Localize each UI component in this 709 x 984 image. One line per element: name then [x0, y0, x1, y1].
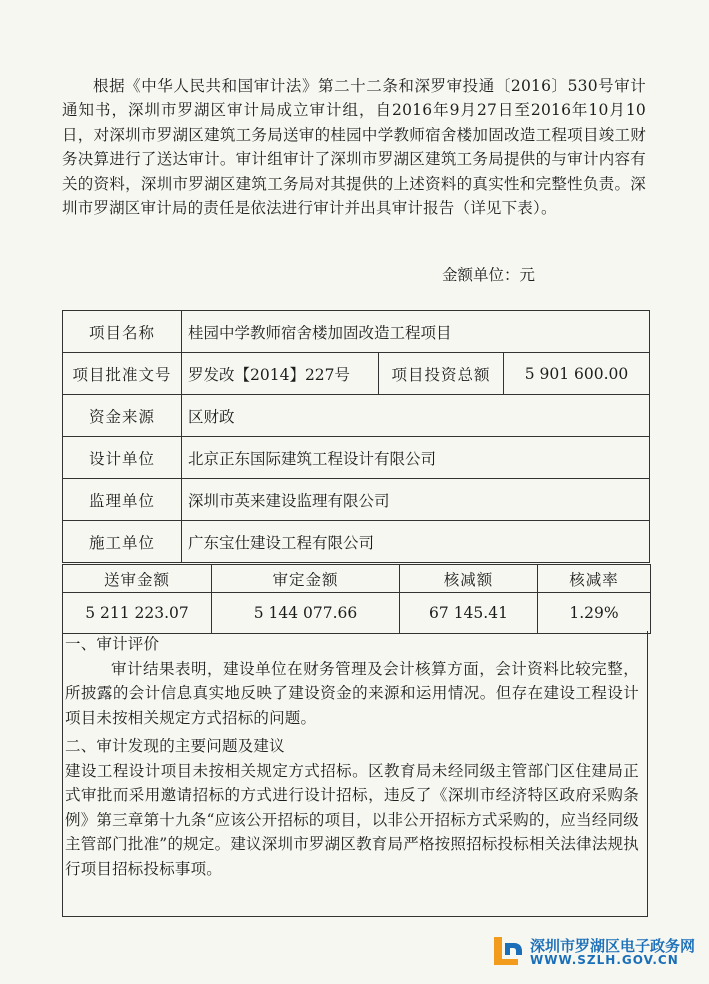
supervision-unit-value: 深圳市英来建设监理有限公司 [182, 479, 650, 521]
table-row [63, 437, 650, 479]
table-row [63, 593, 651, 634]
approval-no-label: 项目批准文号 [63, 353, 182, 395]
watermark-site-name: 深圳市罗湖区电子政务网 [530, 937, 696, 955]
construction-unit-label: 施工单位 [63, 521, 182, 563]
audit-issues-title: 二、审计发现的主要问题及建议 [65, 737, 285, 755]
audit-issues-section [63, 734, 643, 882]
design-unit-label: 设计单位 [63, 437, 182, 479]
table-row [63, 353, 650, 395]
total-investment-value: 5 901 600.00 [504, 353, 650, 395]
watermark-logo [490, 933, 702, 969]
project-info-table [62, 310, 650, 563]
project-name-value: 桂园中学教师宿舍楼加固改造工程项目 [182, 311, 650, 353]
total-investment-label: 项目投资总额 [379, 353, 504, 395]
audit-issues-body: 建设工程设计项目未按相关规定方式招标。区教育局未经同级主管部门区住建局正式审批而采用邀请招标的方式进行设计招标，违反了《深圳市经济特区政府采购条例》第三章第十九条“应该公开招标的项目，以非公开招标方式采购的，应当经同级主管部门批准”的规定。建议深圳市罗湖区教育局严格按照招标投标相关法律法规执行项目招标投标事项。 [65, 761, 639, 878]
fund-source-value: 区财政 [182, 395, 650, 437]
audit-findings-box [62, 631, 648, 917]
table-row [63, 565, 651, 593]
approved-amount-header: 审定金额 [212, 565, 400, 593]
audit-amounts-table [62, 564, 651, 634]
table-row [63, 521, 650, 563]
project-name-label: 项目名称 [63, 311, 182, 353]
audit-evaluation-title: 一、审计评价 [65, 635, 160, 653]
reduction-amount-value: 67 145.41 [400, 593, 538, 634]
fund-source-label: 资金来源 [63, 395, 182, 437]
audit-evaluation-section [63, 632, 643, 730]
amount-unit-note: 金额单位：元 [442, 266, 536, 284]
submitted-amount-value: 5 211 223.07 [63, 593, 212, 634]
approval-no-value: 罗发改【2014】227号 [182, 353, 379, 395]
table-row [63, 479, 650, 521]
table-row [63, 395, 650, 437]
supervision-unit-label: 监理单位 [63, 479, 182, 521]
reduction-rate-value: 1.29% [538, 593, 651, 634]
approved-amount-value: 5 144 077.66 [212, 593, 400, 634]
audit-evaluation-body: 审计结果表明，建设单位在财务管理及会计核算方面，会计资料比较完整，所披露的会计信息真实地反映了建设资金的来源和运用情况。但存在建设工程设计项目未按相关规定方式招标的问题。 [65, 659, 639, 727]
submitted-amount-header: 送审金额 [63, 565, 212, 593]
szlh-logo-icon [490, 933, 526, 969]
reduction-rate-header: 核减率 [538, 565, 651, 593]
construction-unit-value: 广东宝仕建设工程有限公司 [182, 521, 650, 563]
intro-paragraph: 根据《中华人民共和国审计法》第二十二条和深罗审投通〔2016〕530号审计通知书，深圳市罗湖区审计局成立审计组，自2016年9月27日至2016年10月10日，对深圳市罗湖区建筑工务局送审的桂园中学教师宿舍楼加固改造工程项目竣工财务决算进行了送达审计。审计组审计了深圳市罗湖区建筑工务局提供的与审计内容有关的资料，深圳市罗湖区建筑工务局对其提供的上述资料的真实性和完整性负责。深圳市罗湖区审计局的责任是依法进行审计并出具审计报告（详见下表）。 [62, 77, 646, 218]
design-unit-value: 北京正东国际建筑工程设计有限公司 [182, 437, 650, 479]
watermark-site-url: WWW.SZLH.GOV.CN [530, 953, 679, 967]
reduction-amount-header: 核减额 [400, 565, 538, 593]
table-row [63, 311, 650, 353]
